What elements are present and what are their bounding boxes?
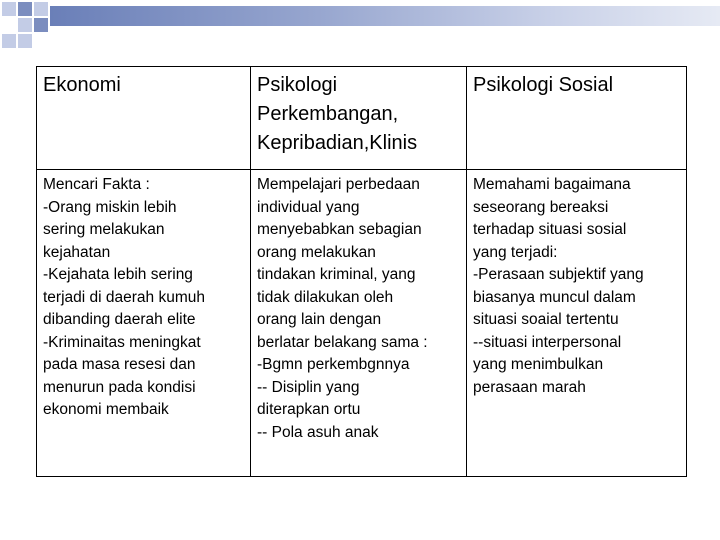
cell-psikologi-sosial [467,170,687,477]
cell-line: -Bgmn perkembgnnya [257,356,410,373]
cell-line: situasi soaial tertentu [473,311,619,328]
cell-line: Memahami bagaimana [473,176,631,193]
cell-line: tindakan kriminal, yang [257,266,416,283]
cell-line: biasanya muncul dalam [473,288,636,306]
header-line: Kepribadian,Klinis [257,132,418,154]
header-psikologi-perkembangan [251,67,467,170]
cell-line: ekonomi membaik [43,401,169,418]
cell-line: terhadap situasi sosial [473,221,627,238]
cell-line: -- Disiplin yang [257,378,360,396]
header-line: Psikologi [257,74,338,96]
slide-decoration [0,0,720,60]
cell-line: menyebabkan sebagian [257,221,422,238]
cell-line: menurun pada kondisi [43,378,196,396]
cell-line: diterapkan ortu [257,401,361,418]
cell-line: yang menimbulkan [473,356,604,373]
deco-square [18,34,32,48]
cell-line: -Kejahata lebih sering [43,266,193,283]
cell-psikologi-perkembangan [251,170,467,477]
deco-square [34,18,48,32]
cell-line: --situasi interpersonal [473,333,622,351]
header-line: Perkembangan, [257,103,399,125]
cell-line: -Perasaan subjektif yang [473,266,644,283]
header-line: Psikologi Sosial [473,74,614,96]
header-psikologi-sosial [467,67,687,170]
cell-line: -- Pola asuh anak [257,423,379,441]
table-header-row [37,67,687,170]
cell-line: perasaan marah [473,378,586,396]
cell-line: orang lain dengan [257,311,382,328]
cell-ekonomi [37,170,251,477]
cell-line: berlatar belakang sama : [257,333,428,351]
cell-line: orang melakukan [257,243,376,261]
cell-line: Mempelajari perbedaan [257,176,420,193]
cell-line: -Orang miskin lebih [43,198,177,216]
deco-square [2,34,16,48]
header-gradient-bar [50,6,720,26]
deco-square [2,2,16,16]
deco-square [18,18,32,32]
cell-line: individual yang [257,198,360,216]
header-line: Ekonomi [43,74,121,96]
deco-square [34,2,48,16]
cell-line: -Kriminaitas meningkat [43,333,201,351]
cell-line: tidak dilakukan oleh [257,288,394,306]
cell-line: Mencari Fakta : [43,176,150,193]
cell-line: kejahatan [43,243,111,261]
cell-line: terjadi di daerah kumuh [43,288,205,306]
cell-line: yang terjadi: [473,243,558,261]
cell-line: seseorang bereaksi [473,198,609,216]
cell-line: pada masa resesi dan [43,356,196,373]
comparison-table [36,66,687,477]
cell-line: sering melakukan [43,221,165,238]
cell-line: dibanding daerah elite [43,311,196,328]
header-ekonomi [37,67,251,170]
table-row [37,170,687,477]
deco-square [18,2,32,16]
